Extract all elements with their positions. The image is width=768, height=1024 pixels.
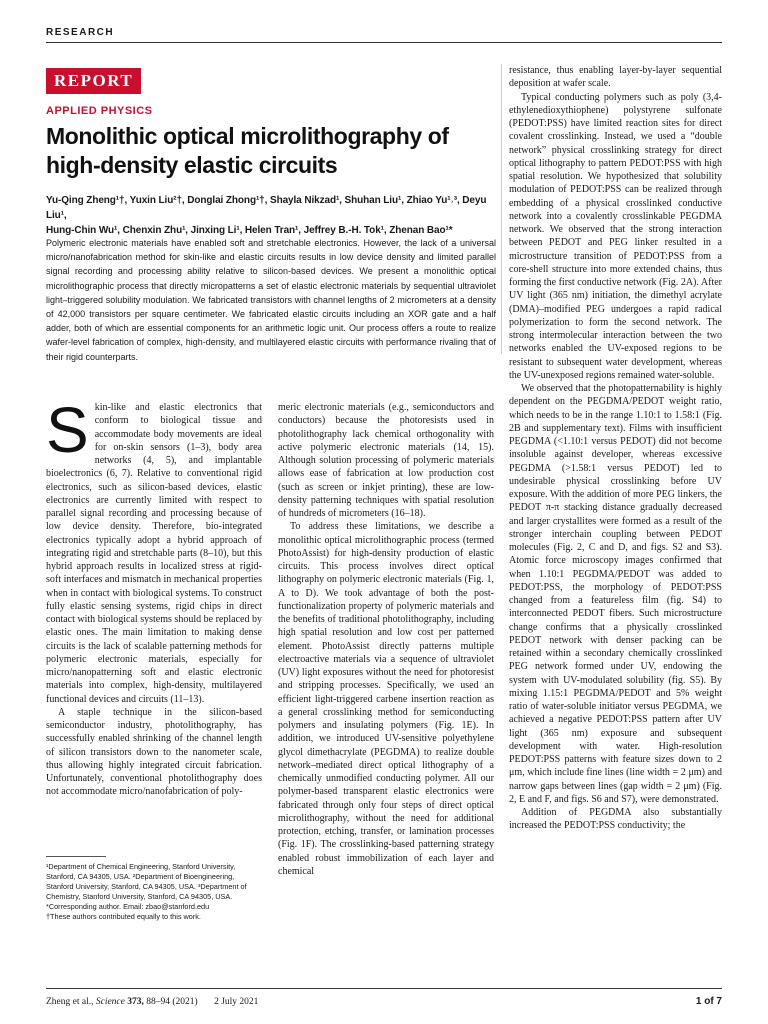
body-column-2 <box>278 401 494 878</box>
footnotes <box>46 862 262 922</box>
affiliations-footnote: ¹Department of Chemical Engineering, Stanford University, Stanford, CA 94305, USA. ²Department of Bioengineering, Stanford University, Stanford, CA 94305, USA. ³Department of Chemistry, Stanford University, Stanford, CA 94305, USA. <box>46 862 247 901</box>
citation-volume: 373, <box>127 997 144 1007</box>
footer-rule <box>46 988 722 989</box>
citation <box>46 997 258 1007</box>
corresponding-author-footnote: *Corresponding author. Email: zbao@stanford.edu <box>46 902 210 911</box>
body-paragraph: resistance, thus enabling layer-by-layer sequential deposition at wafer scale. <box>509 65 722 90</box>
header-rule <box>46 42 722 43</box>
intro-paragraph <box>46 394 262 706</box>
publication-date: 2 July 2021 <box>214 997 259 1007</box>
drop-cap: S <box>46 394 89 466</box>
footnote-rule <box>46 856 106 857</box>
column-divider <box>501 64 502 354</box>
author-list <box>46 193 496 238</box>
body-paragraph: To address these limitations, we describe a monolithic optical microlithographic process (termed PhotoAssist) for high-density production of elastic circuits. This process involves direct optical lithography on polymeric electronic materials (Fig. 1, A to D). We took advantage of both the post-functionalization property of polymeric materials and the benefits of traditional photolithography, including high spatial resolution and low cost per patterned element. PhotoAssist directly patterns multiple electroactive materials via a sequence of ultraviolet (UV) light exposures without the need for photoresist and stripping processes. Specifically, we used an efficient light-triggered carbene insertion reaction as a general crosslinking method for semiconducting polymers and insulating polymers (Fig. 1E). In addition, we introduced UV-sensitive polyethylene glycol dimethacrylate (PEGDMA) to realize double network–mediated direct optical lithography of a chemically unmodified conducting polymer. All our polymer-based transparent elastic electronics were fabricated through only four steps of direct optical microlithography, without the need for additional protection, etching, transfer, or lamination processes (Fig. 1F). The crosslinking-based patterning strategy enabled robust immobilization of each layer and chemical <box>278 521 494 877</box>
author-line-1: Yu-Qing Zheng¹†, Yuxin Liu²†, Donglai Zhong¹†, Shayla Nikzad¹, Shuhan Liu¹, Zhiao Yu¹˒³, Deyu Liu¹, <box>46 195 487 221</box>
page-number: 1 of 7 <box>695 996 722 1007</box>
abstract: Polymeric electronic materials have enabled soft and stretchable electronics. However, the lack of a universal micro/nanofabrication method for skin-like and elastic circuits results in low device density and limited parallel signal recording and processing ability relative to silicon-based devices. We present a monolithic optical microlithographic process that directly micropatterns a set of elastic electronic materials by sequential ultraviolet light–triggered solubility modulation. We fabricated transistors with channel lengths of 2 micrometers at a density of 42,000 transistors per square centimeter. We fabricated elastic circuits including an XOR gate and a half adder, both of which are essential components for an arithmetic logic unit. Our process offers a route to realize wafer-level fabrication of complex, high-density, and multilayered elastic circuits with performance rivaling that of their rigid counterparts. <box>46 238 496 362</box>
author-line-2: Hung-Chin Wu¹, Chenxin Zhu¹, Jinxing Li¹, Helen Tran¹, Jeffrey B.-H. Tok¹, Zhenan Bao¹* <box>46 225 453 236</box>
body-paragraph: We observed that the photopatternability is highly dependent on the PEGDMA/PEDOT weight ratio, which needs to be in the range 1.10:1 to 1.58:1 (Fig. 2B and supplementary text). Films with insufficient PEGDMA (<1.10:1 versus PEDOT) did not become insoluble against developer, whereas excessive PEGDMA (>1.58:1 versus PEDOT) led to undesirable physical crosslinking before UV exposure. With the addition of more PEG linkers, the PEDOT π-π stacking distance gradually decreased and larger crystallites were formed as a result of the stronger interchain coupling between PEDOT molecules (Fig. 2, C and D, and figs. S2 and S3). Atomic force microscopy images confirmed that when 1.10:1 PEGDMA/PEDOT was added to PEDOT:PSS, the morphology of PEDOT:PSS changed from a featureless film (fig. S4) to interconnected PEDOT fibers. Such microstructure change confirms that a physically crosslinked PEDOT network with denser packing can be retained within a secondary chemically crosslinked PEG network formed under UV, endowing the system with UV-modulated solubility (fig. S5). By mixing 1.15:1 PEGDMA/PEDOT and 5% weight ratio of water-soluble initiator versus PEGDMA, we achieved a negative PEDOT:PSS pattern after UV light (365 nm) exposure and subsequent development with water. High-resolution PEDOT:PSS patterns with feature sizes down to 2 μm, which include fine lines (line width = 2 μm) and narrow gaps between lines (gap width = 2 μm) (Fig. 2, E and F, and figs. S6 and S7), were demonstrated. <box>509 383 722 805</box>
intro-text: kin-like and elastic electronics that conform to biological tissue and accommodate body movements are ideal for on-skin sensors (1–3), body area networks (4, 5), and implantable bioelectronics (6, 7). Relative to conventional rigid electronics, such as silicon-based devices, elastic electronics are currently limited with respect to parallel signal recording and processing because of low device density. Therefore, bio-integrated electronics typically adopt a hybrid approach of integrating rigid and stretchable parts (8–10), but this hybrid approach results in localized stress at rigid-soft interfaces and mismatch in mechanical properties when in contact with biological systems. To construct fully elastic sensing systems, rigid chips in direct contact with biological systems should be replaced by elastic ones. The main limitation to making dense circuits is the lack of scalable patterning methods for polymeric electronic materials, especially for micro/nanopatterning soft and elastic electronic materials into complex, high-density, multilayered functional devices and circuits (11–13). <box>46 402 262 705</box>
citation-authors: Zheng et al., <box>46 997 94 1007</box>
equal-contribution-footnote: †These authors contributed equally to this work. <box>46 912 201 921</box>
subject-kicker: APPLIED PHYSICS <box>46 105 153 117</box>
citation-journal: Science <box>95 997 125 1007</box>
section-label: RESEARCH <box>46 27 115 38</box>
report-badge: REPORT <box>46 68 141 94</box>
body-paragraph: Addition of PEGDMA also substantially increased the PEDOT:PSS conductivity; the <box>509 807 722 832</box>
body-column-1 <box>46 394 262 799</box>
body-paragraph: meric electronic materials (e.g., semiconductors and conductors) because the photoresists used in photolithography lack chemical orthogonality with active polymeric electronic materials (14, 15). Although solution processing of polymeric materials allows ease of fabrication at low production cost (such as screen or inkjet printing), these are low-density patterning techniques with spatial resolution of hundreds of micrometers (16–18). <box>278 402 494 519</box>
body-column-3 <box>509 64 722 833</box>
body-paragraph: Typical conducting polymers such as poly (3,4-ethylenedioxythiophene) polystyrene sulfonate (PEDOT:PSS) have limited reaction sites for direct covalent crosslinking. Instead, we used a “double network” physical crosslinking strategy for direct optical lithography to pattern PEDOT:PSS with high spatial resolution. We hypothesized that solubility modulation of PEDOT:PSS can be realized through embedding of a physical crosslinked conductive network into a covalently crosslinkable PEGDMA network. We observed that the strong interaction between PEDOT and PEG linker resulted in a microstructure transition of PEDOT:PSS from a core-shell structure into more extended chains, thus forming the first conductive network (Fig. 2A). After UV light (365 nm) initiation, the dimethyl acrylate (DMA)–modified PEG undergoes a rapid radical polymerization to form the second network. The strong intermolecular interaction between the two networks enabled the UV-exposed regions to be resistant to subsequent water development, whereas the UV-unexposed regions remained water-soluble. <box>509 91 722 381</box>
article-title: Monolithic optical microlithography of high-density elastic circuits <box>46 123 449 178</box>
citation-pages: 88–94 (2021) <box>146 997 198 1007</box>
body-paragraph: A staple technique in the silicon-based semiconductor industry, photolithography, has successfully enabled shrinking of the channel length of silicon transistors down to the nanometer scale, thus allowing highly integrated circuit fabrication. Unfortunately, conventional photolithography does not accommodate micro/nanofabrication of poly- <box>46 706 262 798</box>
